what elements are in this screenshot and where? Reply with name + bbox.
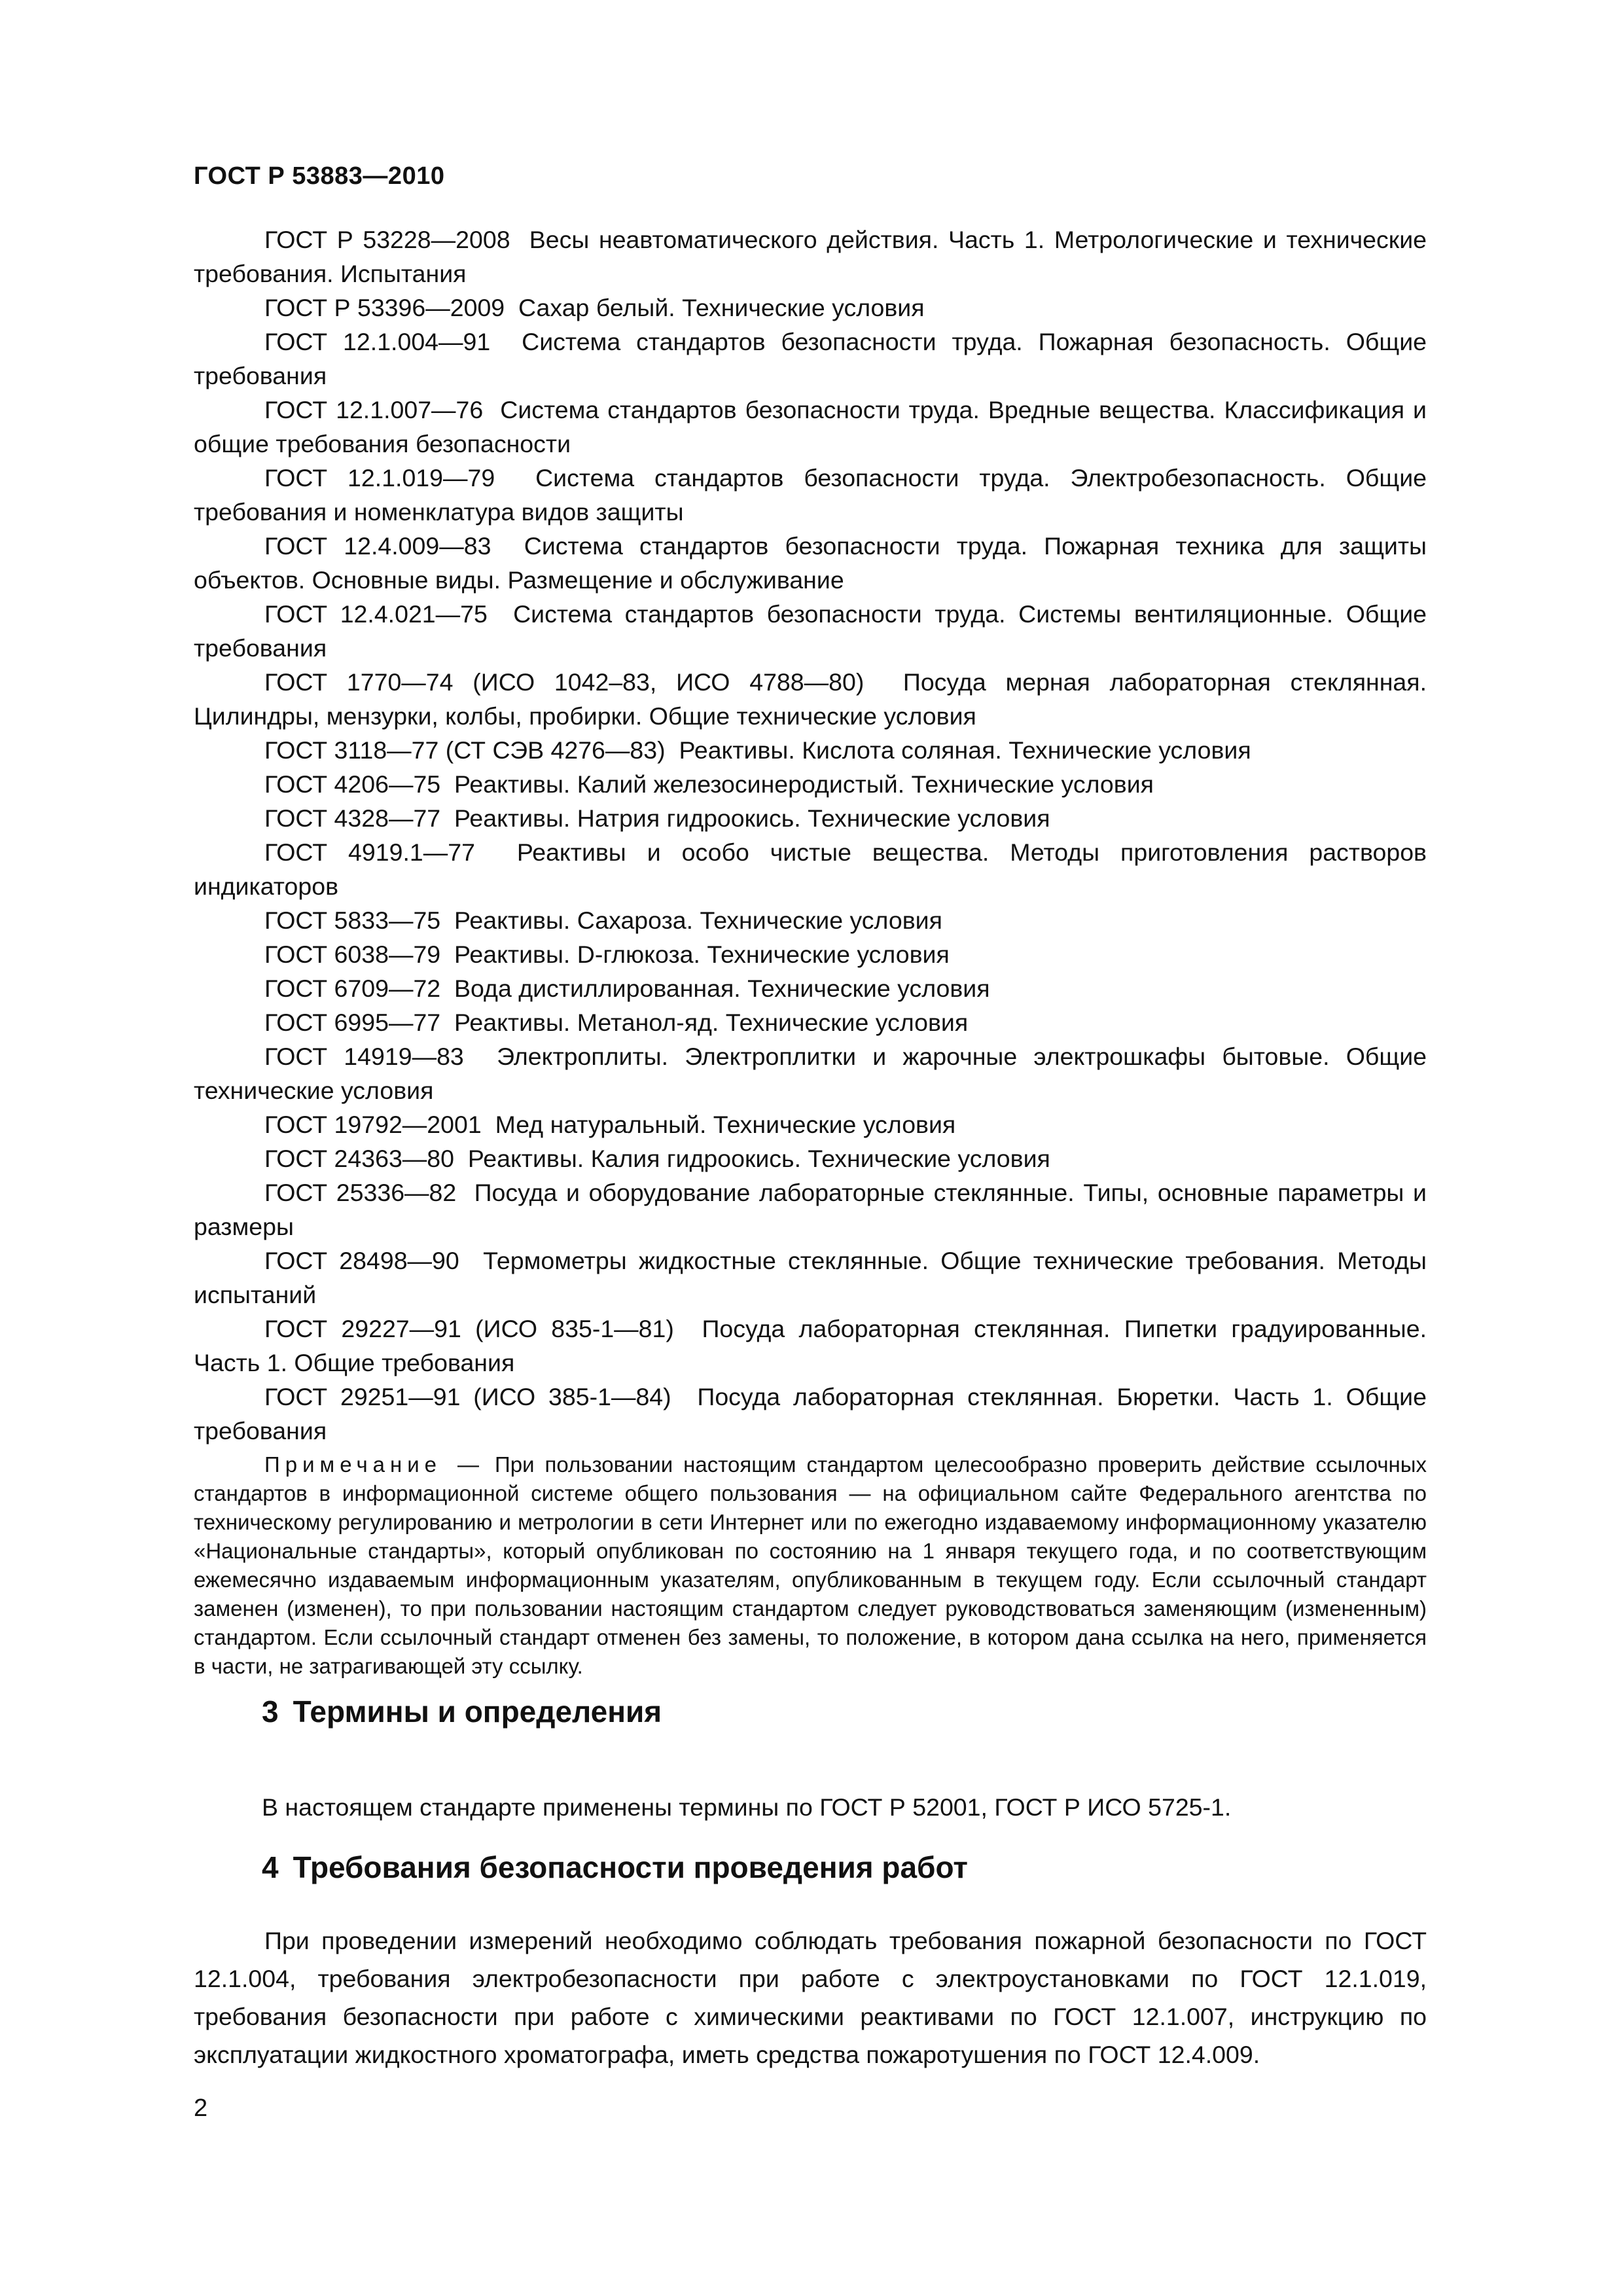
- reference-code: ГОСТ 14919—83: [264, 1043, 464, 1070]
- references-note: [194, 1450, 1427, 1681]
- reference-code: ГОСТ 6995—77: [264, 1009, 441, 1036]
- normative-references-list: [194, 223, 1427, 1448]
- reference-title: Система стандартов безопасности труда. Системы вентиляционные. Общие требования: [194, 600, 1427, 662]
- reference-item: [194, 835, 1427, 903]
- reference-title: Реактивы. Кислота соляная. Технические условия: [679, 736, 1251, 764]
- section-3-text: В настоящем стандарте применены термины по ГОСТ Р 52001, ГОСТ Р ИСО 5725-1.: [262, 1793, 1232, 1821]
- reference-code: ГОСТ 12.1.004—91: [264, 328, 491, 355]
- reference-title: Система стандартов безопасности труда. Пожарная безопасность. Общие требования: [194, 328, 1427, 389]
- reference-title: Реактивы. D-глюкоза. Технические условия: [454, 941, 950, 968]
- reference-code: ГОСТ 25336—82: [264, 1179, 457, 1206]
- reference-item: [194, 903, 1427, 937]
- reference-item: [194, 1039, 1427, 1107]
- reference-code: ГОСТ 6038—79: [264, 941, 441, 968]
- reference-code: ГОСТ 29227—91 (ИСО 835-1—81): [264, 1315, 674, 1342]
- reference-code: ГОСТ 5833—75: [264, 906, 441, 934]
- reference-code: ГОСТ 4328—77: [264, 804, 441, 832]
- reference-code: ГОСТ 19792—2001: [264, 1111, 482, 1138]
- reference-title: Посуда лабораторная стеклянная. Бюретки. Часть 1. Общие требования: [194, 1383, 1427, 1444]
- reference-item: [194, 1005, 1427, 1039]
- reference-item: [194, 1175, 1427, 1244]
- reference-title: Реактивы. Сахароза. Технические условия: [454, 906, 942, 934]
- section-4-number: 4: [262, 1850, 279, 1884]
- reference-item: [194, 291, 1427, 325]
- reference-item: [194, 1141, 1427, 1175]
- reference-code: ГОСТ 6709—72: [264, 975, 441, 1002]
- reference-item: [194, 325, 1427, 393]
- reference-item: [194, 1312, 1427, 1380]
- reference-item: [194, 223, 1427, 291]
- reference-item: [194, 1107, 1427, 1141]
- reference-item: [194, 461, 1427, 529]
- reference-title: Реактивы. Калий железосинеродистый. Технические условия: [454, 770, 1154, 798]
- reference-item: [194, 529, 1427, 597]
- reference-title: Мед натуральный. Технические условия: [495, 1111, 956, 1138]
- reference-title: Электроплиты. Электроплитки и жарочные электрошкафы бытовые. Общие технические условия: [194, 1043, 1427, 1104]
- reference-title: Весы неавтоматического действия. Часть 1. Метрологические и технические требования. Испытания: [194, 226, 1427, 287]
- note-text: При пользовании настоящим стандартом целесообразно проверить действие ссылочных стандартов в информационной системе общего пользования — на официальном сайте Федерального агентства по техническому регулированию и метрологии в сети Интернет или по ежегодно издаваемому информационному указателю «Национальные стандарты», который опубликован по состоянию на 1 января текущего года, и по соответствующим ежемесячно издаваемым информационным указателям, опубликованным в текущем году. Если ссылочный стандарт заменен (изменен), то при пользовании настоящим стандартом следует руководствоваться заменяющим (измененным) стандартом. Если ссылочный стандарт отменен без замены, то положение, в котором дана ссылка на него, применяется в части, не затрагивающей эту ссылку.: [194, 1452, 1427, 1678]
- reference-code: ГОСТ 12.4.021—75: [264, 600, 488, 628]
- page-number: 2: [194, 2094, 208, 2122]
- reference-title: Посуда мерная лабораторная стеклянная. Цилиндры, мензурки, колбы, пробирки. Общие технические условия: [194, 668, 1427, 730]
- note-label: Примечание —: [264, 1452, 485, 1477]
- reference-item: [194, 733, 1427, 767]
- reference-item: [194, 597, 1427, 665]
- reference-title: Сахар белый. Технические условия: [518, 294, 925, 321]
- reference-code: ГОСТ 12.4.009—83: [264, 532, 491, 560]
- reference-item: [194, 393, 1427, 461]
- reference-title: Система стандартов безопасности труда. Электробезопасность. Общие требования и номенклатура видов защиты: [194, 464, 1427, 526]
- reference-title: Реактивы. Натрия гидроокись. Технические условия: [454, 804, 1050, 832]
- reference-title: Система стандартов безопасности труда. Пожарная техника для защиты объектов. Основные виды. Размещение и обслуживание: [194, 532, 1427, 594]
- reference-item: [194, 767, 1427, 801]
- reference-code: ГОСТ 4206—75: [264, 770, 441, 798]
- reference-title: Реактивы и особо чистые вещества. Методы приготовления растворов индикаторов: [194, 838, 1427, 900]
- reference-title: Реактивы. Калия гидроокись. Технические условия: [467, 1145, 1050, 1172]
- section-3-number: 3: [262, 1695, 279, 1729]
- reference-code: ГОСТ 24363—80: [264, 1145, 455, 1172]
- reference-code: ГОСТ 1770—74 (ИСО 1042–83, ИСО 4788—80): [264, 668, 865, 696]
- document-header-code: ГОСТ Р 53883—2010: [194, 162, 445, 190]
- reference-item: [194, 801, 1427, 835]
- reference-code: ГОСТ 12.1.019—79: [264, 464, 495, 492]
- reference-title: Вода дистиллированная. Технические условия: [454, 975, 990, 1002]
- reference-code: ГОСТ Р 53396—2009: [264, 294, 505, 321]
- reference-code: ГОСТ 29251—91 (ИСО 385-1—84): [264, 1383, 671, 1410]
- reference-item: [194, 937, 1427, 971]
- section-4-title: Требования безопасности проведения работ: [293, 1850, 968, 1884]
- reference-item: [194, 665, 1427, 733]
- section-4-heading: [262, 1850, 968, 1885]
- reference-code: ГОСТ Р 53228—2008: [264, 226, 510, 253]
- reference-title: Посуда лабораторная стеклянная. Пипетки градуированные. Часть 1. Общие требования: [194, 1315, 1427, 1376]
- reference-code: ГОСТ 28498—90: [264, 1247, 459, 1274]
- section-3-title: Термины и определения: [293, 1695, 662, 1729]
- reference-title: Система стандартов безопасности труда. Вредные вещества. Классификация и общие требования безопасности: [194, 396, 1427, 457]
- reference-item: [194, 1244, 1427, 1312]
- section-4-text: При проведении измерений необходимо соблюдать требования пожарной безопасности по ГОСТ 12.1.004, требования электробезопасности при работе с электроустановками по ГОСТ 12.1.019, требования безопасности при работе с химическими реактивами по ГОСТ 12.1.007, инструкцию по эксплуатации жидкостного хроматографа, иметь средства пожаротушения по ГОСТ 12.4.009.: [194, 1927, 1427, 2068]
- reference-item: [194, 1380, 1427, 1448]
- reference-title: Реактивы. Метанол-яд. Технические условия: [454, 1009, 969, 1036]
- reference-title: Термометры жидкостные стеклянные. Общие технические требования. Методы испытаний: [194, 1247, 1427, 1308]
- reference-item: [194, 971, 1427, 1005]
- reference-code: ГОСТ 4919.1—77: [264, 838, 475, 866]
- section-3-heading: [262, 1694, 662, 1729]
- reference-title: Посуда и оборудование лабораторные стеклянные. Типы, основные параметры и размеры: [194, 1179, 1427, 1240]
- reference-code: ГОСТ 3118—77 (СТ СЭВ 4276—83): [264, 736, 666, 764]
- reference-code: ГОСТ 12.1.007—76: [264, 396, 484, 423]
- note-paragraph: [194, 1450, 1427, 1681]
